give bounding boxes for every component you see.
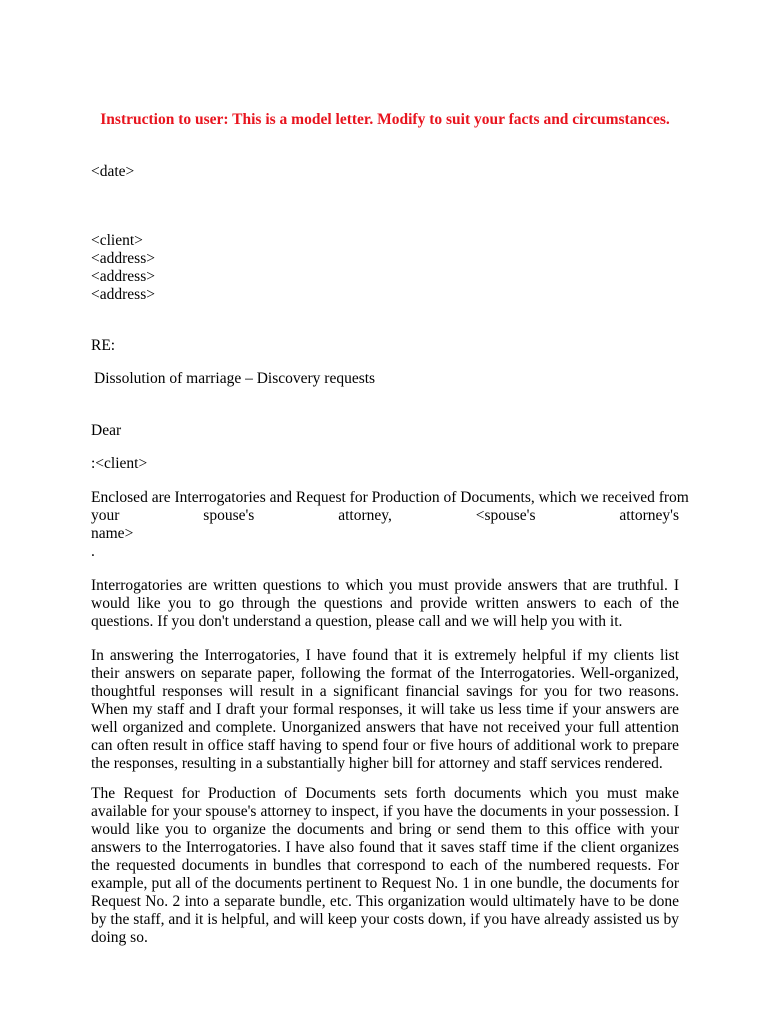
paragraph-interrogatories: Interrogatories are written questions to which you must provide answers that are truthful. I would like you to go through the questions and provide written answers to each of the questions. If you don't understand a question, please call and we will help you with it.: [91, 577, 679, 630]
word: your: [91, 507, 120, 524]
re-label: RE:: [91, 337, 116, 354]
salutation-name: :<client>: [91, 455, 148, 472]
recipient-address-block: [91, 232, 679, 304]
word: <spouse's: [475, 507, 536, 524]
paragraph-answering: In answering the Interrogatories, I have found that it is extremely helpful if my clients list their answers on separate paper, following the format of the Interrogatories. Well-organized, thoughtful responses will result in a significant financial savings for you for two reasons. When my staff and I draft your formal responses, it will take us less time if your answers are well organized and complete. Unorganized answers that have not received your full attention can often result in office staff having to spend four or five hours of additional work to prepare the responses, resulting in a substantially higher bill for attorney and staff services rendered.: [91, 647, 679, 772]
paragraph-enclosed: [91, 489, 689, 561]
word: spouse's: [203, 507, 255, 524]
subject-line: Dissolution of marriage – Discovery requests: [94, 370, 376, 387]
paragraph-line: name>: [91, 525, 134, 542]
paragraph-spread-line: [91, 507, 679, 525]
instruction-note: Instruction to user: This is a model letter. Modify to suit your facts and circumstances.: [100, 111, 670, 128]
paragraph-line: .: [91, 543, 95, 560]
recipient-client: <client>: [91, 232, 143, 249]
recipient-address-line: <address>: [91, 286, 155, 303]
paragraph-line: Enclosed are Interrogatories and Request for Production of Documents, which we received from: [91, 489, 689, 506]
paragraph-production: The Request for Production of Documents sets forth documents which you must make available for your spouse's attorney to inspect, if you have the documents in your possession. I would like you to organize the documents and bring or send them to this office with your answers to the Interrogatories. I have also found that it saves staff time if the client organizes the requested documents in bundles that correspond to each of the numbered requests. For example, put all of the documents pertinent to Request No. 1 in one bundle, the documents for Request No. 2 into a separate bundle, etc. This organization would ultimately have to be done by the staff, and it is helpful, and will keep your costs down, if you have already assisted us by doing so.: [91, 785, 679, 946]
recipient-address-line: <address>: [91, 250, 155, 267]
date-line: <date>: [91, 163, 135, 180]
word: attorney,: [338, 507, 392, 524]
salutation: Dear: [91, 422, 122, 439]
word: attorney's: [619, 507, 679, 524]
recipient-address-line: <address>: [91, 268, 155, 285]
